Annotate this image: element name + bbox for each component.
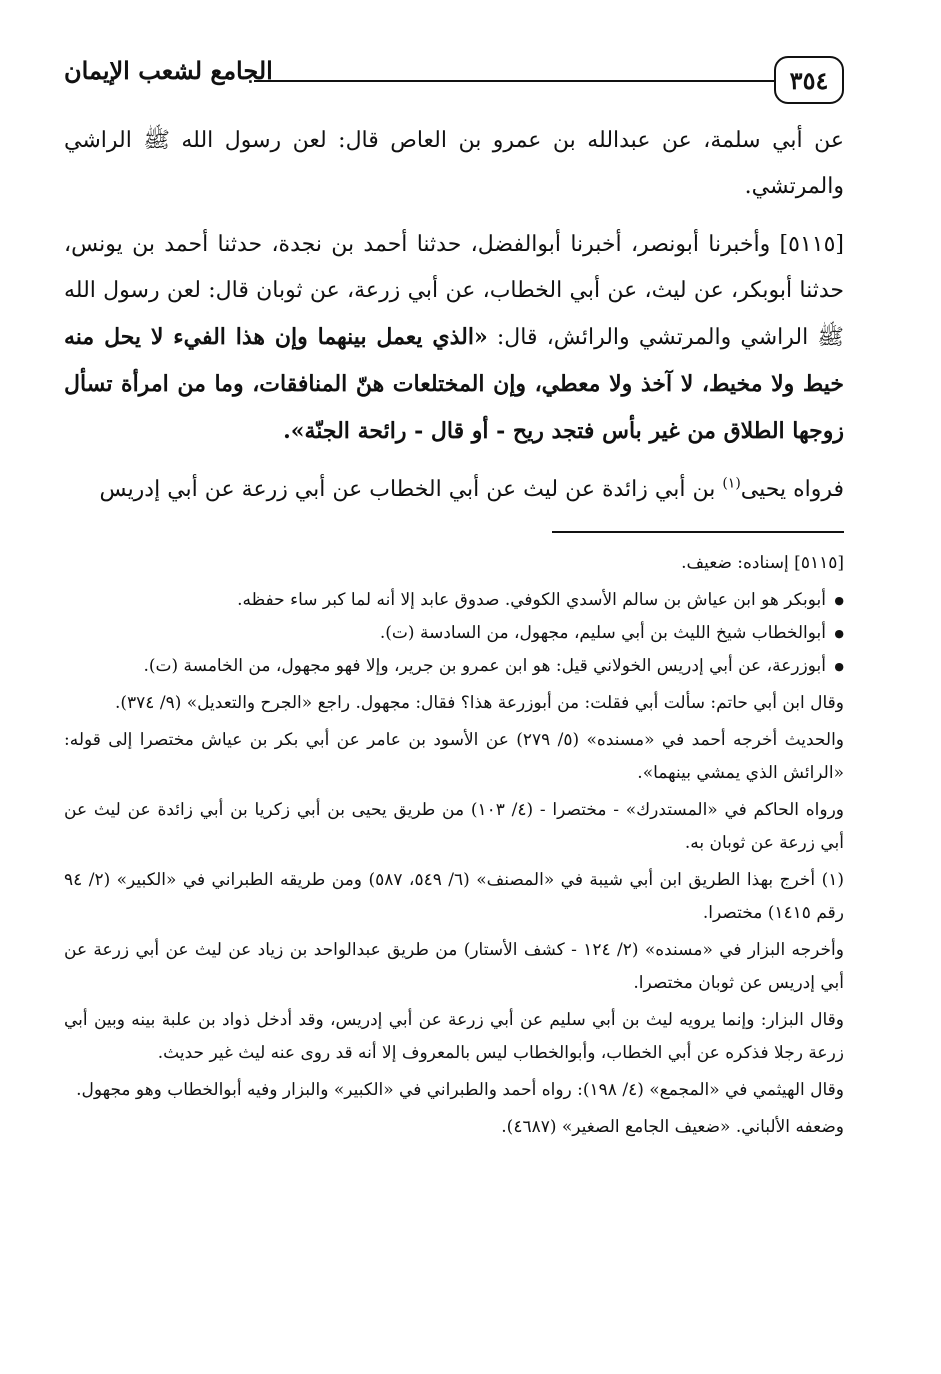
footnote-paragraph: والحديث أخرجه أحمد في «مسنده» (٥/ ٢٧٩) عن الأسود بن عامر عن أبي بكر بن عياش مختصرا إلى قوله: «الرائش الذي يمشي بينهما». [64,730,845,783]
main-paragraph-3 [64,467,844,513]
narrator-note: ● أبوالخطاب شيخ الليث بن أبي سليم، مجهول، من السادسة (ت). [64,617,826,650]
running-title: الجامع لشعب الإيمان [64,56,273,85]
footnote-paragraph: وأخرجه البزار في «مسنده» (٢/ ١٢٤ - كشف الأستار) من طريق عبدالواحد بن زياد عن ليث عن أبي زرعة عن أبي إدريس عن ثوبان مختصرا. [64,940,844,993]
hadith-chain: [٥١١٥] وأخبرنا أبونصر، أخبرنا أبوالفضل، حدثنا أحمد بن نجدة، حدثنا أحمد بن يونس، حدثنا أبوبكر، عن ليث، عن أبي الخطاب، عن أبي زرعة، عن ثوبان قال: لعن رسول الله ﷺ الراشي والمرتشي والرائش، قال: [64,232,844,350]
page-header [64,48,844,100]
narrator-note: ● أبوبكر هو ابن عياش بن سالم الأسدي الكوفي. صدوق عابد إلا أنه لما كبر ساء حفظه. [64,584,826,617]
main-paragraph-2 [64,222,844,455]
footnote-separator [552,531,844,533]
footnote-paragraph: وضعفه الألباني. «ضعيف الجامع الصغير» (٤٦٨٧). [501,1117,844,1137]
paragraph-3-start: فرواه يحيى [740,477,844,502]
footnote-isnad: [٥١١٥] إسناده: ضعيف. [681,553,844,573]
footnote-paragraph: ورواه الحاكم في «المستدرك» - مختصرا - (٤/ ١٠٣) من طريق يحيى بن أبي زكريا بن أبي زائدة عن ليث عن أبي زرعة عن ثوبان به. [64,800,844,853]
footnote-paragraph: وقال الهيثمي في «المجمع» (٤/ ١٩٨): رواه أحمد والطبراني في «الكبير» والبزار وفيه أبوالخطاب وهو مجهول. [76,1080,844,1100]
main-text [64,118,844,513]
footnote-paragraph: وقال البزار: وإنما يرويه ليث بن أبي سليم عن أبي زرعة عن أبي إدريس، وقد أدخل ذواد بن علبة بينه وبين أبي زرعة رجلا فذكره عن أبي الخطاب، وأبوالخطاب ليس بالمعروف إلا أنه قد روى عنه ليث غير حديث. [64,1010,844,1063]
narrator-note: ● أبوزرعة، عن أبي إدريس الخولاني قيل: هو ابن عمرو بن جرير، وإلا فهو مجهول، من الخامسة (ت). [64,650,826,683]
main-paragraph-1: عن أبي سلمة، عن عبدالله بن عمرو بن العاص قال: لعن رسول الله ﷺ الراشي والمرتشي. [64,128,844,199]
footnotes [64,547,844,1144]
paragraph-3-end: بن أبي زائدة عن ليث عن أبي الخطاب عن أبي زرعة عن أبي إدريس [99,477,723,502]
footnote-1: (١) أخرج بهذا الطريق ابن أبي شيبة في «المصنف» (٦/ ٥٤٩، ٥٨٧) ومن طريقه الطبراني في «الكبير» (٢/ ٩٤ رقم ١٤١٥) مختصرا. [64,870,845,923]
page-number: ٣٥٤ [774,56,844,104]
hadith-text: «الذي يعمل بينهما وإن هذا الفيء لا يحل منه خيط ولا مخيط، لا آخذ ولا معطي، وإن المختلعات هنّ المنافقات، وما من امرأة تسأل زوجها الطلاق من غير بأس فتجد ريح - أو قال - رائحة الجنّة». [64,324,844,444]
header-rule [254,80,776,82]
footnote-reference[interactable]: (١) [722,475,741,492]
book-page [64,48,844,1148]
footnote-paragraph: وقال ابن أبي حاتم: سألت أبي فقلت: من أبوزرعة هذا؟ فقال: مجهول. راجع «الجرح والتعديل» (٩/ ٣٧٤). [115,693,844,713]
narrator-list [64,584,844,683]
